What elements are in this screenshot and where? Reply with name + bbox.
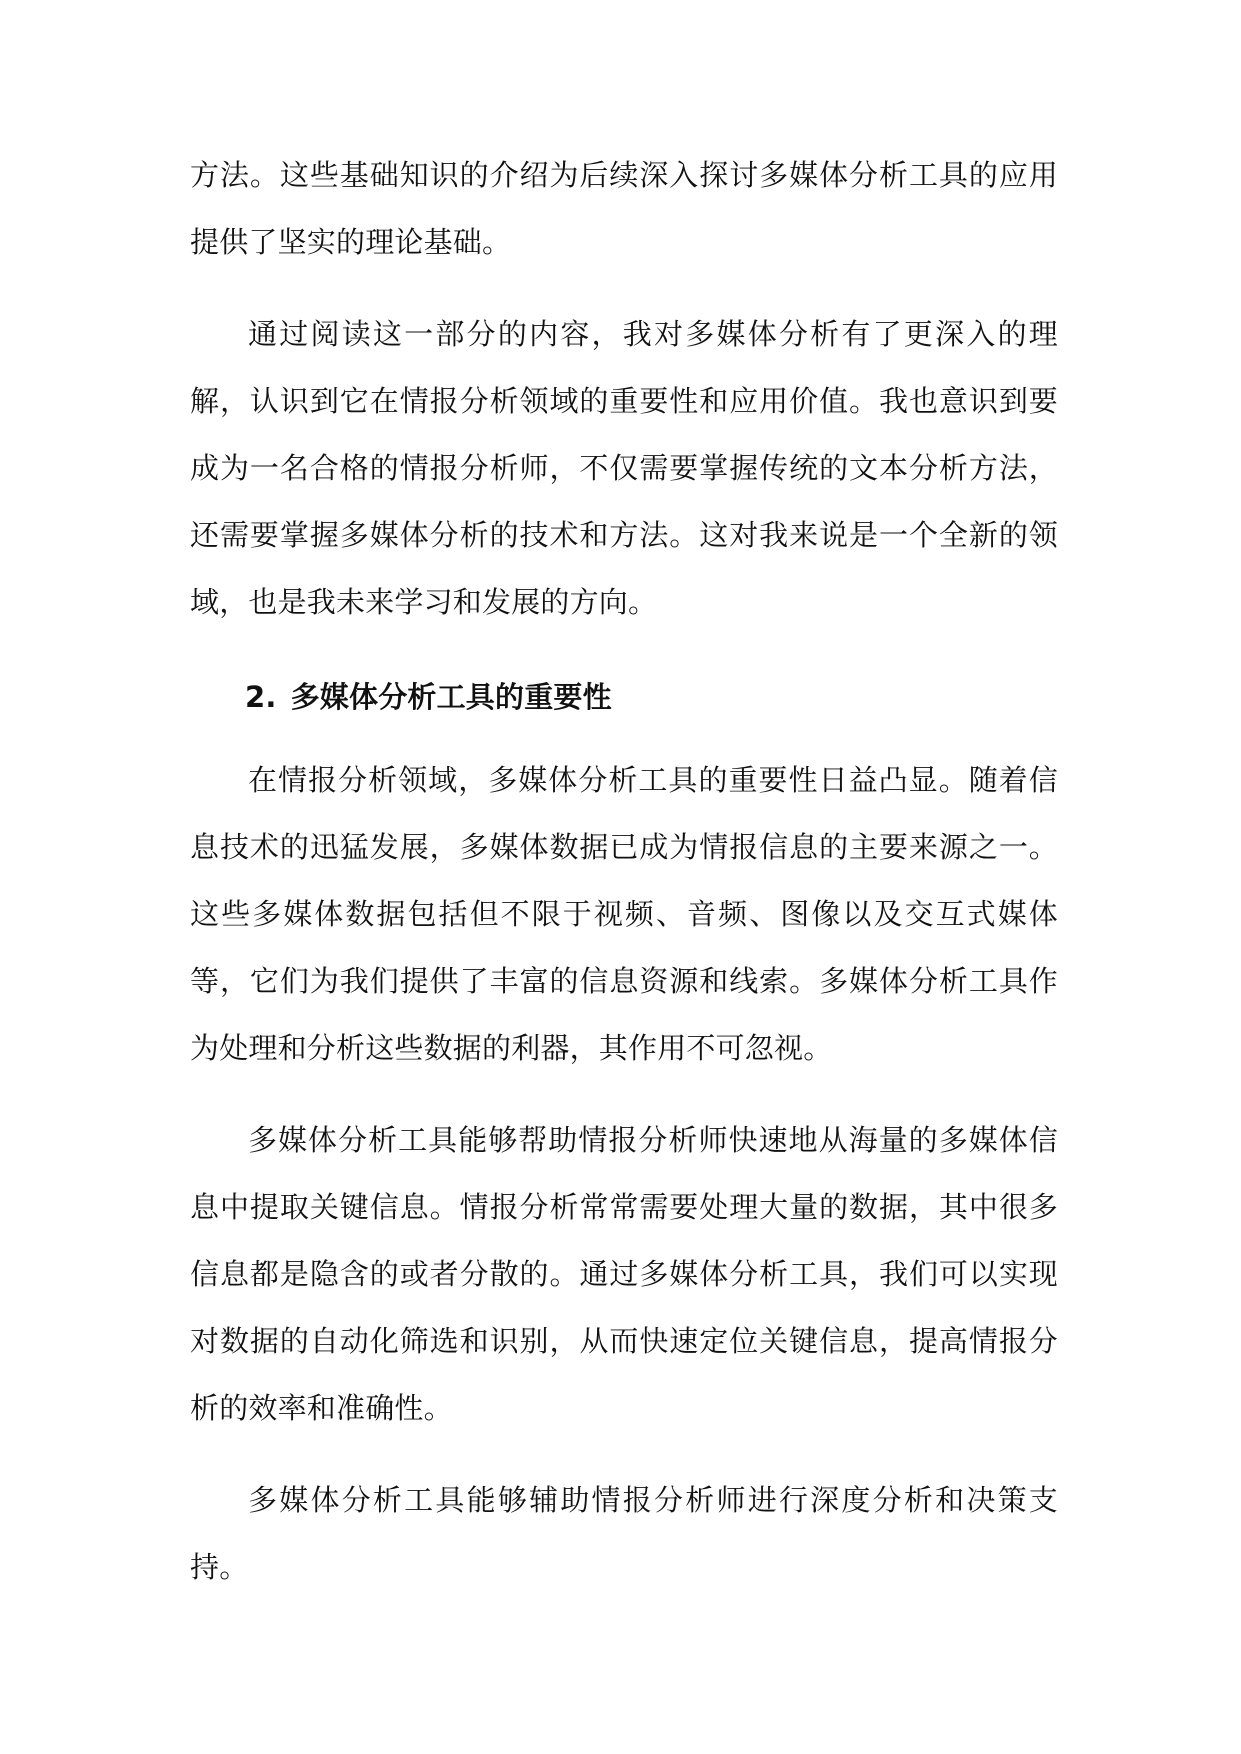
section-heading [190, 664, 1058, 731]
document-body [190, 142, 1058, 1626]
paragraph-importance: 在情报分析领域，多媒体分析工具的重要性日益凸显。随着信息技术的迅猛发展，多媒体数据已成为情报信息的主要来源之一。这些多媒体数据包括但不限于视频、音频、图像以及交互式媒体等，它们为我们提供了丰富的信息资源和线索。多媒体分析工具作为处理和分析这些数据的利器，其作用不可忽视。 [190, 763, 1058, 1065]
paragraph-continuation: 方法。这些基础知识的介绍为后续深入探讨多媒体分析工具的应用提供了坚实的理论基础。 [190, 158, 1058, 259]
paragraph-extraction: 多媒体分析工具能够帮助情报分析师快速地从海量的多媒体信息中提取关键信息。情报分析常常需要处理大量的数据，其中很多信息都是隐含的或者分散的。通过多媒体分析工具，我们可以实现对数据的自动化筛选和识别，从而快速定位关键信息，提高情报分析的效率和准确性。 [190, 1123, 1058, 1425]
paragraph-reflection: 通过阅读这一部分的内容，我对多媒体分析有了更深入的理解，认识到它在情报分析领域的重要性和应用价值。我也意识到要成为一名合格的情报分析师，不仅需要掌握传统的文本分析方法，还需要掌握多媒体分析的技术和方法。这对我来说是一个全新的领域，也是我未来学习和发展的方向。 [190, 317, 1058, 619]
section-number: 2. [245, 680, 277, 714]
paragraph-decision-support: 多媒体分析工具能够辅助情报分析师进行深度分析和决策支持。 [190, 1483, 1058, 1584]
section-title: 多媒体分析工具的重要性 [290, 680, 612, 714]
